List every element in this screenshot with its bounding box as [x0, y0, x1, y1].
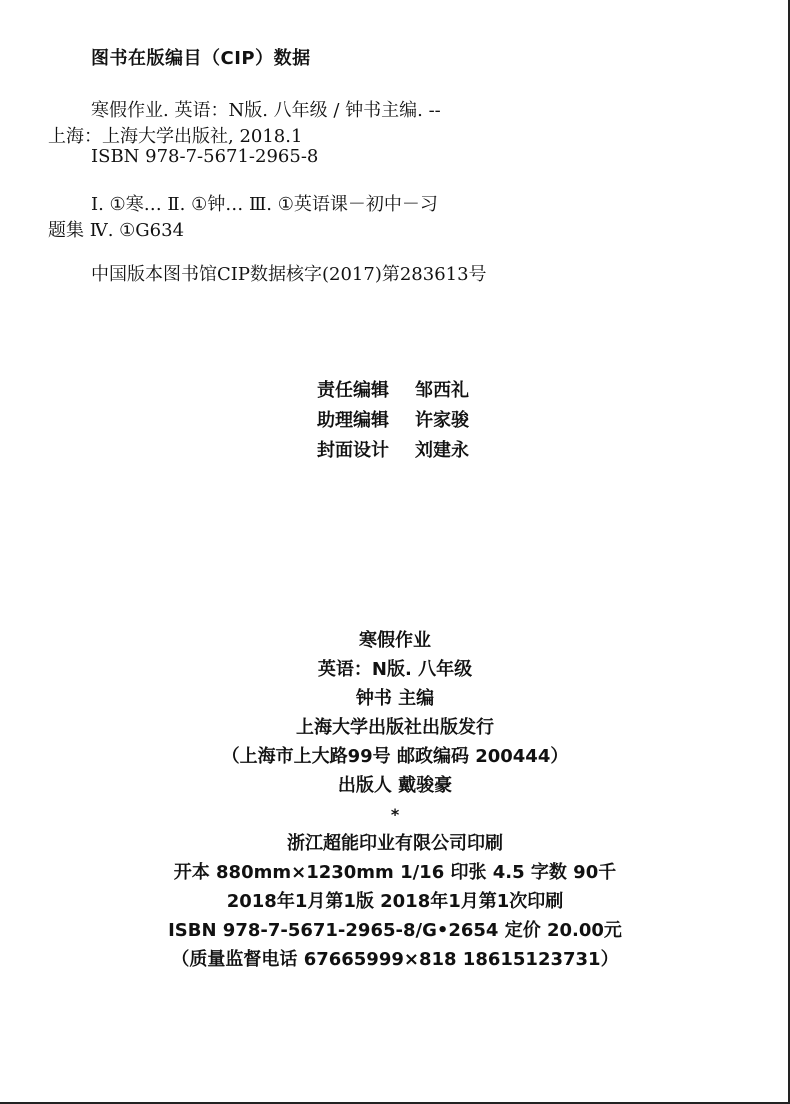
staff-role: 责任编辑 [317, 380, 389, 401]
book-subtitle: 英语：N版. 八年级 [317, 659, 473, 680]
cip-line: Ⅰ. ①寒… Ⅱ. ①钟… Ⅲ. ①英语课－初中－习 [91, 194, 438, 215]
staff-role: 助理编辑 [317, 410, 389, 431]
cip-line: 题集 Ⅳ. ①G634 [48, 220, 185, 241]
cip-heading: 图书在版编目（CIP）数据 [91, 48, 311, 69]
staff-row [317, 406, 469, 436]
colophon [0, 626, 790, 974]
separator-star: * [390, 805, 400, 824]
staff-name: 许家骏 [415, 410, 469, 431]
cip-line: 上海：上海大学出版社, 2018.1 [48, 126, 303, 147]
staff-credits [317, 376, 469, 466]
staff-row [317, 376, 469, 406]
editor-line: 钟书 主编 [355, 688, 435, 709]
staff-name: 刘建永 [415, 440, 469, 461]
cip-line: 中国版本图书馆CIP数据核字(2017)第283613号 [91, 264, 487, 285]
printer-line: 浙江超能印业有限公司印刷 [287, 833, 503, 854]
cip-line: 寒假作业. 英语：N版. 八年级 / 钟书主编. -- [91, 100, 441, 121]
staff-role: 封面设计 [317, 440, 389, 461]
publisher-person-line: 出版人 戴骏豪 [337, 775, 453, 796]
edition-line: 2018年1月第1版 2018年1月第1次印刷 [226, 891, 564, 912]
isbn-price-line: ISBN 978-7-5671-2965-8/G•2654 定价 20.00元 [168, 920, 622, 941]
format-line: 开本 880mm×1230mm 1/16 印张 4.5 字数 90千 [173, 862, 617, 883]
address-line: （上海市上大路99号 邮政编码 200444） [221, 746, 569, 767]
cip-line: ISBN 978-7-5671-2965-8 [91, 146, 319, 167]
staff-row [317, 436, 469, 466]
book-title: 寒假作业 [359, 630, 431, 651]
staff-name: 邹西礼 [415, 380, 469, 401]
publisher-line: 上海大学出版社出版发行 [296, 717, 494, 738]
quality-phone-line: （质量监督电话 67665999×818 18615123731） [171, 949, 619, 970]
